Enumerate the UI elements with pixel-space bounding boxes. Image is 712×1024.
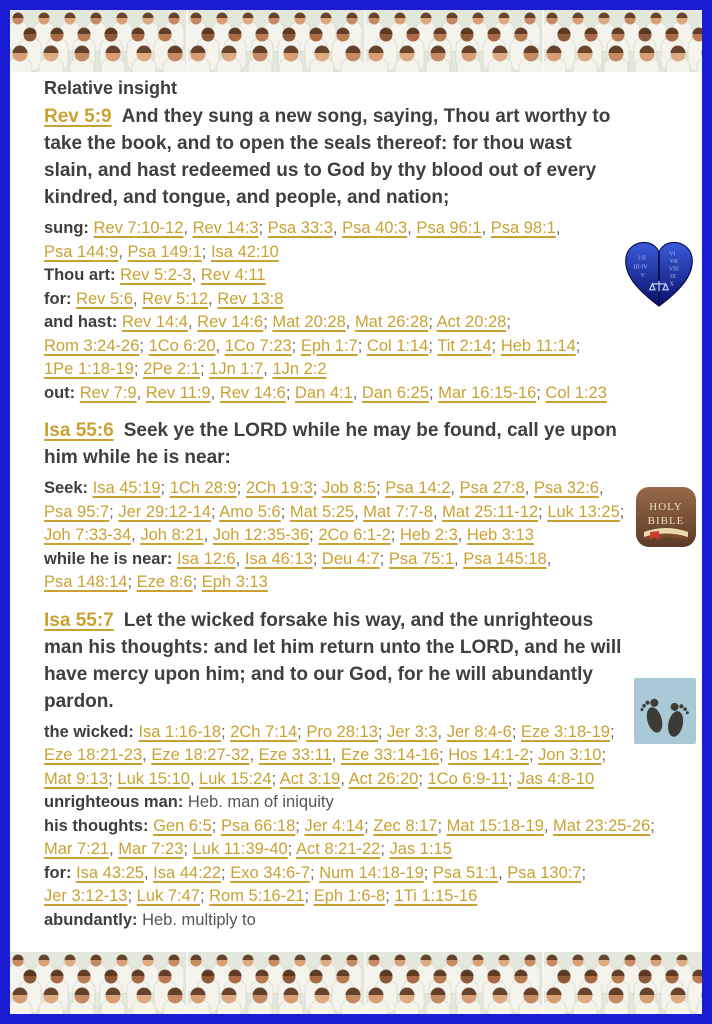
scripture-link[interactable]: Mat 9:13: [44, 769, 109, 788]
separator: ;: [364, 816, 374, 835]
scripture-link[interactable]: Psa 51:1: [432, 863, 499, 882]
scripture-link[interactable]: Psa 27:8: [459, 479, 525, 497]
separator: ;: [271, 769, 280, 788]
separator: ,: [249, 746, 259, 764]
separator: ;: [133, 360, 144, 378]
crossref-line: [44, 791, 670, 815]
separator: ,: [354, 502, 364, 521]
scripture-link[interactable]: Psa 144:9: [44, 242, 119, 261]
verse-section-isa-55-6: [44, 417, 685, 595]
content-area: [10, 72, 702, 952]
crossref-label: out:: [44, 383, 80, 402]
scripture-link[interactable]: Gen 6:5: [153, 816, 212, 835]
scripture-link[interactable]: Mar 7:23: [118, 840, 184, 858]
scripture-link[interactable]: 1Jn 2:2: [272, 360, 327, 378]
separator: ;: [304, 887, 314, 905]
separator: ;: [380, 840, 390, 858]
scripture-link[interactable]: Act 3:19: [279, 769, 341, 788]
scripture-link[interactable]: Job 8:5: [321, 479, 377, 497]
separator: ,: [437, 722, 447, 741]
separator: ,: [457, 526, 467, 544]
verse-ref-link[interactable]: Rev 5:9: [44, 106, 112, 127]
scripture-link[interactable]: Rev 11:9: [145, 383, 211, 402]
scripture-link[interactable]: Eze 8:6: [136, 573, 193, 591]
crowd-banner-bottom: [10, 952, 702, 1014]
separator: ,: [210, 383, 220, 402]
scripture-link[interactable]: Col 1:23: [545, 383, 607, 402]
separator: ;: [127, 887, 137, 905]
scripture-link[interactable]: 2Co 6:1-2: [318, 526, 391, 544]
scripture-link[interactable]: Eph 3:13: [201, 573, 268, 591]
separator: ;: [428, 383, 439, 402]
note-text: Heb. man of iniquity: [187, 793, 334, 811]
scripture-link[interactable]: Amo 5:6: [219, 502, 281, 521]
crossref-label: and hast:: [44, 313, 122, 331]
scripture-link[interactable]: Luk 13:25: [547, 502, 620, 521]
scripture-link[interactable]: Joh 8:21: [140, 526, 204, 544]
scripture-link[interactable]: Joh 12:35-36: [212, 526, 310, 544]
crossref-line: [44, 264, 670, 288]
svg-text:III·IV: III·IV: [633, 264, 648, 271]
scripture-link[interactable]: Mat 5:25: [289, 502, 355, 521]
separator: ;: [108, 769, 118, 788]
scripture-link[interactable]: Zec 8:17: [373, 816, 438, 835]
scripture-link[interactable]: Psa 33:3: [267, 219, 333, 237]
separator: ,: [454, 549, 464, 568]
separator: ,: [235, 549, 245, 568]
svg-text:X: X: [669, 281, 674, 288]
scripture-link[interactable]: Isa 12:6: [176, 549, 236, 568]
scripture-link[interactable]: Mat 20:28: [272, 313, 346, 331]
separator: ;: [199, 887, 210, 905]
scripture-link[interactable]: Psa 96:1: [416, 219, 482, 237]
separator: ;: [139, 336, 149, 355]
ten-commandments-heart-icon: [622, 239, 696, 316]
separator: ;: [221, 863, 231, 882]
scripture-link[interactable]: Rev 5:2-3: [120, 266, 192, 284]
separator: ,: [432, 502, 443, 521]
separator: ,: [191, 266, 201, 284]
scripture-link[interactable]: Eze 3:18-19: [520, 722, 610, 741]
verse-text: Let the wicked forsake his way, and the unrighteous man his thoughts: and let him return unto the LORD, and he will have mercy upon him; and to our God, for he will abundantly pardon.: [44, 609, 622, 712]
separator: ;: [491, 336, 501, 355]
scripture-link[interactable]: Pro 28:13: [306, 722, 378, 741]
crossref-label: while he is near:: [44, 549, 177, 568]
scripture-link[interactable]: Luk 7:47: [136, 887, 200, 905]
scripture-link[interactable]: Num 14:18-19: [319, 863, 424, 882]
scripture-link[interactable]: Mar 16:15-16: [438, 383, 537, 402]
separator: ,: [331, 746, 341, 764]
separator: ;: [575, 336, 581, 355]
crossref-label: his thoughts:: [44, 816, 154, 835]
crossref-label: for:: [44, 863, 77, 882]
separator: ;: [423, 863, 433, 882]
scripture-link[interactable]: Jer 8:4-6: [446, 722, 512, 741]
scripture-link[interactable]: Dan 4:1: [295, 383, 353, 402]
crossref-line: [44, 311, 670, 382]
crossref-label: sung:: [44, 219, 94, 237]
scripture-link[interactable]: Isa 1:16-18: [138, 722, 222, 741]
scripture-link[interactable]: Luk 15:24: [199, 769, 272, 788]
scripture-link[interactable]: Psa 66:18: [220, 816, 296, 835]
crossref-label: Seek:: [44, 479, 93, 497]
scripture-link[interactable]: Deu 4:7: [321, 549, 380, 568]
separator: ;: [287, 840, 296, 858]
crossref-label: Thou art:: [44, 266, 121, 284]
separator: ;: [511, 722, 521, 741]
scripture-link[interactable]: Rev 5:12: [142, 289, 209, 308]
svg-text:V: V: [640, 273, 645, 280]
separator: ;: [109, 502, 119, 521]
crowd-banner-top: [10, 10, 702, 72]
separator: ;: [379, 549, 389, 568]
scripture-link[interactable]: 1Co 7:23: [224, 336, 292, 355]
scripture-link[interactable]: Act 20:28: [436, 313, 507, 331]
crossref-block: [44, 477, 670, 595]
scripture-link[interactable]: Eze 33:11: [258, 746, 332, 764]
separator: ,: [407, 219, 417, 237]
separator: ,: [118, 242, 128, 261]
scripture-link[interactable]: Col 1:14: [366, 336, 429, 355]
separator: ;: [280, 502, 290, 521]
separator: ;: [581, 863, 587, 882]
separator: ;: [312, 549, 322, 568]
separator: ;: [437, 816, 447, 835]
crossref-label: abundantly:: [44, 910, 143, 929]
separator: ,: [142, 746, 152, 764]
svg-text:I·II: I·II: [638, 255, 646, 262]
crossref-line: [44, 382, 670, 406]
separator: ,: [208, 289, 218, 308]
scripture-link[interactable]: Psa 14:2: [385, 479, 451, 497]
scripture-link[interactable]: Mat 7:7-8: [363, 502, 433, 521]
scripture-link[interactable]: Rev 14:6: [197, 313, 264, 331]
scripture-link[interactable]: Luk 15:10: [117, 769, 190, 788]
crossref-line: [44, 815, 670, 862]
separator: ;: [385, 887, 395, 905]
verse-ref-link[interactable]: Isa 55:7: [44, 609, 114, 631]
separator: ,: [183, 219, 193, 237]
scripture-link[interactable]: Eze 18:27-32: [151, 746, 250, 764]
scripture-link[interactable]: Eph 1:6-8: [313, 887, 386, 905]
scripture-link[interactable]: Isa 42:10: [210, 242, 279, 261]
scripture-link[interactable]: Act 26:20: [348, 769, 419, 788]
scripture-link[interactable]: Jer 29:12-14: [118, 502, 211, 521]
scripture-link[interactable]: Psa 130:7: [507, 863, 582, 882]
scripture-link[interactable]: Mat 23:25-26: [553, 816, 651, 835]
scripture-link[interactable]: Jer 3:3: [387, 722, 438, 741]
scripture-link[interactable]: Tit 2:14: [437, 336, 492, 355]
crossref-block: [44, 721, 670, 933]
crossref-line: [44, 288, 670, 312]
svg-text:VI: VI: [669, 251, 676, 258]
crossref-label: the wicked:: [44, 722, 139, 741]
separator: ;: [619, 502, 625, 521]
svg-text:VIII: VIII: [668, 266, 679, 273]
scripture-link[interactable]: Exo 34:6-7: [230, 863, 311, 882]
separator: ;: [160, 479, 170, 497]
scripture-link[interactable]: Act 8:21-22: [295, 840, 381, 858]
scripture-link[interactable]: Eph 1:7: [300, 336, 358, 355]
separator: ,: [555, 219, 561, 237]
scripture-link[interactable]: Rev 4:11: [200, 266, 266, 284]
separator: ,: [352, 383, 362, 402]
scripture-link[interactable]: Psa 40:3: [342, 219, 408, 237]
separator: ,: [215, 336, 225, 355]
scripture-link[interactable]: Rom 3:24-26: [44, 336, 140, 355]
separator: ,: [187, 313, 198, 331]
scripture-link[interactable]: Rev 14:6: [219, 383, 286, 402]
scripture-link[interactable]: Rev 7:9: [79, 383, 137, 402]
scripture-link[interactable]: 1Co 6:20: [148, 336, 216, 355]
scripture-link[interactable]: 1Pe 1:18-19: [44, 360, 134, 378]
scripture-link[interactable]: 2Ch 7:14: [230, 722, 298, 741]
scripture-link[interactable]: 1Jn 1:7: [209, 360, 264, 378]
scripture-link[interactable]: 2Pe 2:1: [143, 360, 200, 378]
scripture-link[interactable]: Joh 7:33-34: [44, 526, 132, 544]
separator: ;: [309, 526, 319, 544]
crossref-line: [44, 548, 670, 595]
svg-text:BIBLE: BIBLE: [647, 515, 685, 527]
separator: ,: [131, 526, 141, 544]
scripture-link[interactable]: Psa 75:1: [388, 549, 455, 568]
separator: ,: [340, 769, 349, 788]
separator: ;: [127, 573, 137, 591]
separator: ;: [291, 336, 301, 355]
separator: ,: [481, 219, 491, 237]
scripture-link[interactable]: Psa 145:18: [463, 549, 547, 568]
separator: ;: [297, 722, 307, 741]
separator: ;: [263, 313, 273, 331]
scripture-link[interactable]: Psa 148:14: [44, 573, 128, 591]
scripture-link[interactable]: Eze 33:14-16: [340, 746, 440, 764]
separator: ;: [506, 313, 511, 331]
separator: ,: [498, 863, 508, 882]
footprints-icon: [634, 678, 696, 749]
page-title: Relative insight: [44, 78, 178, 98]
crossref-label: unrighteous man:: [44, 793, 188, 811]
note-text: Heb. multiply to: [142, 910, 256, 929]
scripture-link[interactable]: Hos 14:1-2: [448, 746, 529, 764]
separator: ;: [312, 479, 322, 497]
scripture-link[interactable]: Mat 15:18-19: [446, 816, 544, 835]
separator: ;: [211, 816, 221, 835]
separator: ,: [189, 769, 200, 788]
separator: ;: [357, 336, 367, 355]
scripture-link[interactable]: Rev 14:4: [121, 313, 188, 331]
scripture-link[interactable]: Jer 4:14: [304, 816, 365, 835]
scripture-link[interactable]: Jon 3:10: [538, 746, 602, 764]
separator: ;: [236, 479, 246, 497]
separator: ;: [536, 383, 546, 402]
separator: ;: [310, 863, 320, 882]
separator: ;: [192, 573, 202, 591]
scripture-link[interactable]: Heb 3:13: [466, 526, 534, 544]
separator: ,: [332, 219, 343, 237]
verse-text: And they sung a new song, saying, Thou art worthy to take the book, and to open the seals thereof: for thou wast slain, and hast redeemed us to God by thy blood out of every kindred, and tongue, and people, and nation;: [44, 106, 611, 208]
crossref-line: [44, 862, 670, 909]
separator: ,: [546, 549, 552, 568]
scripture-link[interactable]: 1Ti 1:15-16: [394, 887, 478, 905]
separator: ;: [285, 383, 295, 402]
separator: ;: [650, 816, 655, 835]
separator: ;: [609, 722, 615, 741]
verse-ref-link[interactable]: Isa 55:6: [44, 420, 114, 441]
scripture-link[interactable]: Jas 1:15: [389, 840, 452, 858]
svg-text:IX: IX: [669, 273, 677, 280]
scripture-link[interactable]: Jer 3:12-13: [44, 887, 128, 905]
separator: ,: [136, 383, 146, 402]
verse-text: Seek ye the LORD while he may be found, call ye upon him while he is near:: [44, 420, 617, 468]
verse-paragraph: [44, 103, 670, 211]
scripture-link[interactable]: Psa 98:1: [490, 219, 556, 237]
verse-section-rev-5-9: [44, 103, 679, 405]
separator: ;: [376, 479, 386, 497]
scripture-link[interactable]: Isa 44:22: [153, 863, 222, 882]
separator: ,: [599, 479, 604, 497]
scripture-link[interactable]: Rev 5:6: [76, 289, 133, 308]
scripture-link[interactable]: Isa 46:13: [244, 549, 313, 568]
separator: ;: [390, 526, 400, 544]
scripture-link[interactable]: Heb 2:3: [399, 526, 458, 544]
scripture-link[interactable]: Psa 95:7: [44, 502, 110, 521]
verse-section-isa-55-7: [44, 607, 670, 933]
scripture-link[interactable]: Rev 14:3: [192, 219, 259, 237]
separator: ,: [263, 360, 273, 378]
scripture-link[interactable]: Dan 6:25: [361, 383, 429, 402]
scripture-link[interactable]: Mat 26:28: [354, 313, 429, 331]
scripture-link[interactable]: Mat 25:11-12: [442, 502, 539, 521]
separator: ;: [428, 313, 437, 331]
verse-paragraph: [44, 607, 670, 715]
separator: ;: [538, 502, 548, 521]
separator: ,: [524, 479, 534, 497]
separator: ;: [199, 360, 210, 378]
separator: ;: [210, 502, 220, 521]
separator: ,: [345, 313, 355, 331]
scripture-link[interactable]: Jas 4:8-10: [517, 769, 595, 788]
separator: ;: [439, 746, 449, 764]
holy-bible-app-icon: [636, 487, 696, 552]
separator: ,: [450, 479, 460, 497]
scripture-link[interactable]: Luk 11:39-40: [192, 840, 288, 858]
verse-paragraph: [44, 417, 670, 471]
separator: ;: [183, 840, 193, 858]
separator: ,: [203, 526, 213, 544]
scripture-link[interactable]: Isa 45:19: [92, 479, 161, 497]
crossref-label: for:: [44, 289, 77, 308]
crossref-line: [44, 217, 670, 264]
separator: ;: [507, 769, 518, 788]
separator: ;: [295, 816, 305, 835]
scripture-link[interactable]: Psa 149:1: [127, 242, 202, 261]
separator: ;: [201, 242, 211, 261]
separator: ,: [543, 816, 554, 835]
scripture-link[interactable]: Rom 5:16-21: [209, 887, 305, 905]
svg-text:HOLY: HOLY: [649, 501, 683, 513]
scripture-link[interactable]: 2Ch 19:3: [245, 479, 313, 497]
svg-text:VII: VII: [669, 259, 678, 266]
scripture-link[interactable]: Heb 11:14: [500, 336, 576, 355]
scripture-link[interactable]: Eze 18:21-23: [44, 746, 143, 764]
crossref-line: [44, 721, 670, 792]
separator: ;: [428, 336, 438, 355]
scripture-link[interactable]: Psa 32:6: [533, 479, 600, 497]
separator: ;: [377, 722, 388, 741]
separator: ,: [132, 289, 143, 308]
scripture-link[interactable]: Mar 7:21: [44, 840, 110, 858]
crossref-line: [44, 909, 670, 933]
crossref-line: [44, 477, 670, 548]
separator: ;: [221, 722, 231, 741]
separator: ;: [601, 746, 607, 764]
separator: ;: [528, 746, 539, 764]
scripture-link[interactable]: Isa 43:25: [76, 863, 144, 882]
separator: ;: [258, 219, 268, 237]
separator: ,: [109, 840, 119, 858]
scripture-link[interactable]: 1Ch 28:9: [169, 479, 237, 497]
separator: ,: [143, 863, 154, 882]
scripture-link[interactable]: 1Co 6:9-11: [427, 769, 508, 788]
scripture-link[interactable]: Rev 13:8: [217, 289, 284, 308]
crossref-block: [44, 217, 670, 405]
scripture-link[interactable]: Rev 7:10-12: [93, 219, 184, 237]
separator: ;: [418, 769, 428, 788]
